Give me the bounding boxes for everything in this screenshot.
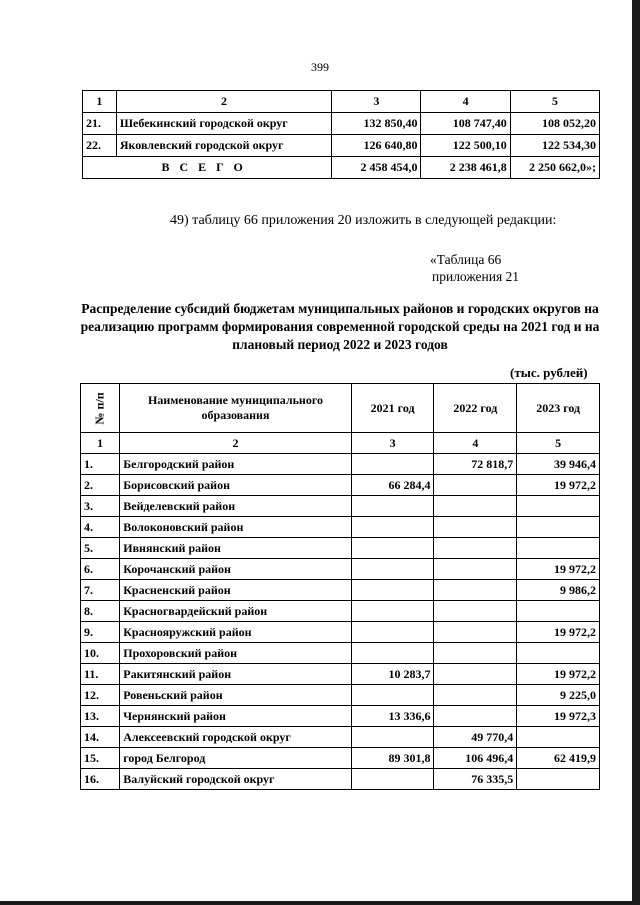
row-value: 39 946,4	[517, 454, 600, 475]
row-value	[351, 622, 434, 643]
table-row	[83, 113, 600, 135]
table-row	[81, 538, 600, 559]
row-value	[351, 559, 434, 580]
row-value	[434, 559, 517, 580]
row-value: 106 496,4	[434, 748, 517, 769]
row-value: 19 972,2	[517, 664, 600, 685]
row-name: Корочанский район	[120, 559, 352, 580]
table-row	[81, 454, 600, 475]
row-value	[434, 601, 517, 622]
row-value	[351, 517, 434, 538]
row-number: 8.	[81, 601, 120, 622]
row-value: 9 225,0	[517, 685, 600, 706]
amendment-paragraph: 49) таблицу 66 приложения 20 изложить в следующей редакции:	[170, 213, 557, 228]
table-row	[81, 517, 600, 538]
units-label: (тыс. рублей)	[510, 365, 588, 380]
row-number: 13.	[81, 706, 120, 727]
row-value	[434, 517, 517, 538]
row-number: 6.	[81, 559, 120, 580]
total-label: ВСЕГО	[83, 157, 332, 179]
row-value: 13 336,6	[351, 706, 434, 727]
row-value	[351, 643, 434, 664]
row-name: Борисовский район	[120, 475, 352, 496]
row-value	[434, 496, 517, 517]
row-value	[434, 643, 517, 664]
table-row	[81, 685, 600, 706]
row-name: Белгородский район	[120, 454, 352, 475]
table-reference-line2: приложения 21	[432, 269, 520, 284]
row-name: Вейделевский район	[120, 496, 352, 517]
total-value: 2 458 454,0	[332, 157, 421, 179]
row-number: 5.	[81, 538, 120, 559]
row-value	[517, 601, 600, 622]
row-value: 122 534,30	[510, 135, 599, 157]
row-value: 66 284,4	[351, 475, 434, 496]
table-row	[81, 664, 600, 685]
row-value	[434, 538, 517, 559]
header-cell: 3	[332, 91, 421, 113]
table-row	[81, 475, 600, 496]
row-value	[351, 580, 434, 601]
table-reference-line1: «Таблица 66	[430, 252, 502, 267]
column-number: 4	[434, 433, 517, 454]
column-number: 5	[517, 433, 600, 454]
table-row	[81, 748, 600, 769]
row-name: Краснояружский район	[120, 622, 352, 643]
table-row	[81, 769, 600, 790]
row-number: 11.	[81, 664, 120, 685]
row-value	[517, 769, 600, 790]
row-name: Алексеевский городской округ	[120, 727, 352, 748]
row-number: 12.	[81, 685, 120, 706]
row-value	[351, 601, 434, 622]
row-value	[517, 538, 600, 559]
row-value: 89 301,8	[351, 748, 434, 769]
row-number: 14.	[81, 727, 120, 748]
subsidy-table	[80, 383, 600, 790]
row-value: 126 640,80	[332, 135, 421, 157]
row-value: 49 770,4	[434, 727, 517, 748]
header-year: 2023 год	[517, 384, 600, 433]
row-name: Чернянский район	[120, 706, 352, 727]
row-number: 7.	[81, 580, 120, 601]
row-name: Прохоровский район	[120, 643, 352, 664]
table-row	[81, 727, 600, 748]
header-cell: 2	[116, 91, 331, 113]
row-value: 10 283,7	[351, 664, 434, 685]
row-value	[517, 643, 600, 664]
header-name: Наименование муниципального образования	[120, 384, 352, 433]
row-value	[351, 769, 434, 790]
row-value	[434, 475, 517, 496]
row-number: 9.	[81, 622, 120, 643]
document-title: Распределение субсидий бюджетам муниципальных районов и городских округов на реализацию программ формирования современной городской среды на 2021 год и на плановый период 2022 и 2023 годов	[80, 301, 600, 352]
row-number: 3.	[81, 496, 120, 517]
row-value	[351, 454, 434, 475]
row-value: 122 500,10	[421, 135, 510, 157]
total-value: 2 238 461,8	[421, 157, 510, 179]
row-value	[434, 664, 517, 685]
row-value: 19 972,2	[517, 559, 600, 580]
page-edge-right	[632, 0, 640, 905]
row-value: 108 052,20	[510, 113, 599, 135]
row-value: 62 419,9	[517, 748, 600, 769]
row-value	[351, 727, 434, 748]
table-row	[81, 559, 600, 580]
row-value	[517, 517, 600, 538]
row-number: 22.	[83, 135, 117, 157]
table-row	[83, 135, 600, 157]
row-value	[351, 538, 434, 559]
row-name: Красненский район	[120, 580, 352, 601]
row-number: 15.	[81, 748, 120, 769]
table-row	[81, 496, 600, 517]
row-value: 132 850,40	[332, 113, 421, 135]
row-value: 108 747,40	[421, 113, 510, 135]
table-header-row	[81, 384, 600, 433]
total-value: 2 250 662,0»;	[510, 157, 599, 179]
row-name: Валуйский городской округ	[120, 769, 352, 790]
header-cell: 4	[421, 91, 510, 113]
column-number: 2	[120, 433, 352, 454]
column-number: 1	[81, 433, 120, 454]
column-number: 3	[351, 433, 434, 454]
row-number: 1.	[81, 454, 120, 475]
table-row	[81, 643, 600, 664]
row-number: 21.	[83, 113, 117, 135]
header-year: 2022 год	[434, 384, 517, 433]
row-value	[434, 706, 517, 727]
table-header-row	[83, 91, 600, 113]
row-name: Волоконовский район	[120, 517, 352, 538]
row-number: 2.	[81, 475, 120, 496]
row-name: Красногвардейский район	[120, 601, 352, 622]
row-value	[517, 727, 600, 748]
row-name: Яковлевский городской округ	[116, 135, 331, 157]
column-number-row	[81, 433, 600, 454]
row-value	[434, 580, 517, 601]
header-cell: 5	[510, 91, 599, 113]
header-cell: 1	[83, 91, 117, 113]
row-value: 9 986,2	[517, 580, 600, 601]
row-value	[434, 622, 517, 643]
table-row	[81, 580, 600, 601]
header-num	[81, 384, 120, 433]
row-name: Ивнянский район	[120, 538, 352, 559]
page-edge-bottom	[0, 901, 640, 905]
row-name: Ракитянский район	[120, 664, 352, 685]
header-num-text: № п/п	[92, 391, 107, 425]
page-number: 399	[311, 60, 329, 74]
row-number: 10.	[81, 643, 120, 664]
row-value: 76 335,5	[434, 769, 517, 790]
table-previous-end	[82, 90, 600, 179]
row-value	[351, 496, 434, 517]
row-number: 16.	[81, 769, 120, 790]
row-value	[517, 496, 600, 517]
table-row	[81, 601, 600, 622]
table-reference	[430, 251, 519, 285]
total-row	[83, 157, 600, 179]
row-name: Ровеньский район	[120, 685, 352, 706]
table-row	[81, 622, 600, 643]
row-value: 19 972,3	[517, 706, 600, 727]
row-value: 19 972,2	[517, 475, 600, 496]
row-value: 19 972,2	[517, 622, 600, 643]
row-name: город Белгород	[120, 748, 352, 769]
row-value	[351, 685, 434, 706]
row-number: 4.	[81, 517, 120, 538]
row-value	[434, 685, 517, 706]
row-name: Шебекинский городской округ	[116, 113, 331, 135]
header-year: 2021 год	[351, 384, 434, 433]
table-row	[81, 706, 600, 727]
row-value: 72 818,7	[434, 454, 517, 475]
